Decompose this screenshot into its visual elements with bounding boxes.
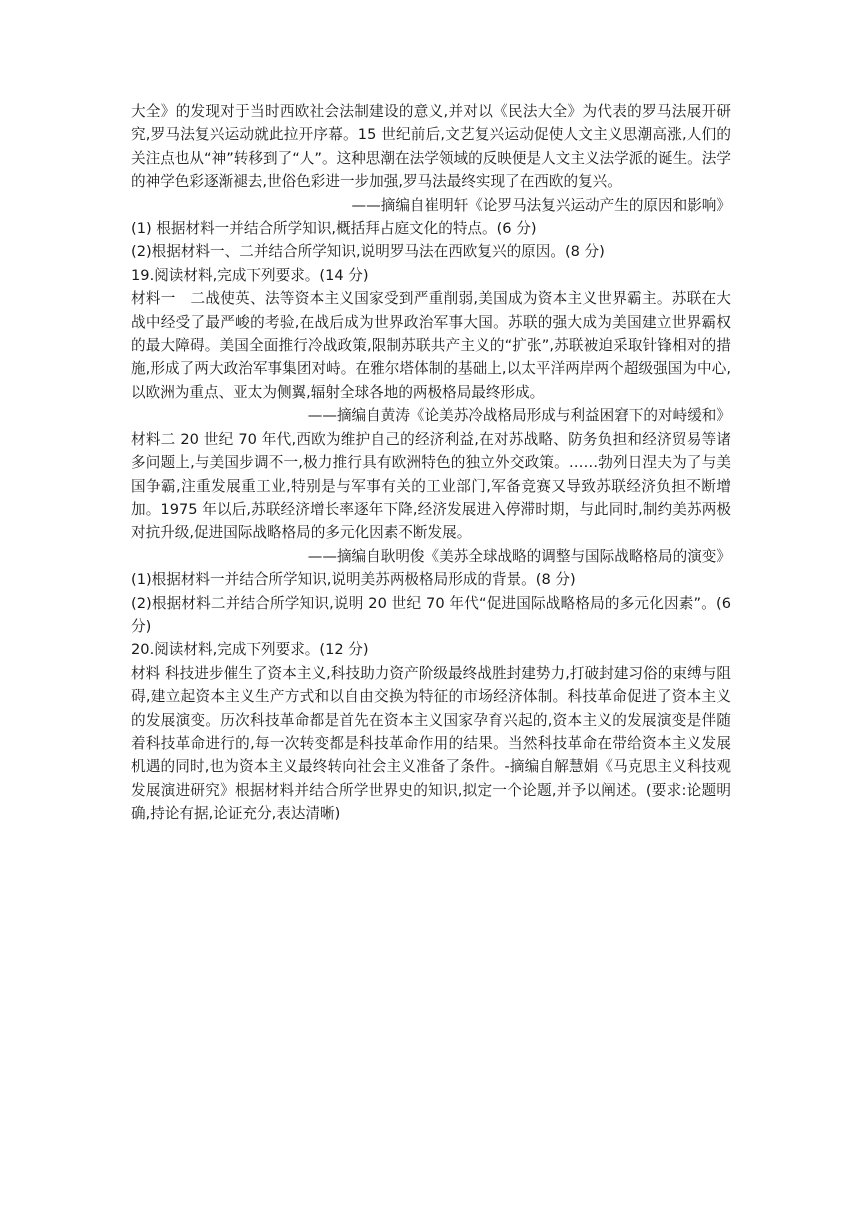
q18-question-2: (2)根据材料一、二并结合所学知识,说明罗马法在西欧复兴的原因。(8 分) [131,243,605,261]
q19-question-2: (2)根据材料二并结合所学知识,说明 20 世纪 70 年代“促进国际战略格局的多元化因素”。(6 分) [131,594,731,635]
q19-material-1: 材料一 二战使英、法等资本主义国家受到严重削弱,美国成为资本主义世界霸主。苏联在大战中经受了最严峻的考验,在战后成为世界政治军事大国。苏联的强大成为美国建立世界霸权的最大障碍。美国全面推行冷战政策,限制苏联共产主义的“扩张”,苏联被迫采取针锋相对的措施,形成了两大政治军事集团对峙。在雅尔塔体制的基础上,以太平洋两岸两个超级强国为中心,以欧洲为重点、亚太为侧翼,辐射全球各地的两极格局最终形成。 [131,290,731,401]
document-body [131,100,731,826]
q19-heading: 19.阅读材料,完成下列要求。(14 分) [131,266,369,284]
q20-heading: 20.阅读材料,完成下列要求。(12 分) [131,641,369,659]
q19-question-1: (1)根据材料一并结合所学知识,说明美苏两极格局形成的背景。(8 分) [131,571,576,589]
q19-material-2: 材料二 20 世纪 70 年代,西欧为维护自己的经济利益,在对苏战略、防务负担和经济贸易等诸多问题上,与美国步调不一,极力推行具有欧洲特色的独立外交政策。……勃列日涅夫为了与美国争霸,注重发展重工业,特别是与军事有关的工业部门,军备竞赛又导致苏联经济负担不断增加。1975 年以后,苏联经济增长率逐年下降,经济发展进入停滞时期，与此同时,制约美苏两极对抗升级,促进国际战略格局的多元化因素不断发展。 [131,430,731,542]
q19-material-1-source: ——摘编自黄涛《论美苏冷战格局形成与利益困窘下的对峙缓和》 [307,407,731,425]
q18-material-paragraph: 大全》的发现对于当时西欧社会法制建设的意义,并对以《民法大全》为代表的罗马法展开研究,罗马法复兴运动就此拉开序幕。15 世纪前后,文艺复兴运动促使人文主义思潮高涨,人们的关注点也从“神”转移到了“人”。这种思潮在法学领域的反映便是人文主义法学派的诞生。法学的神学色彩逐渐褪去,世俗色彩进一步加强,罗马法最终实现了在西欧的复兴。 [131,103,731,191]
q18-source-citation: ——摘编自崔明轩《论罗马法复兴运动产生的原因和影响》 [351,196,731,214]
q18-question-1: (1) 根据材料一并结合所学知识,概括拜占庭文化的特点。(6 分) [131,220,537,238]
q19-material-2-source: ——摘编自耿明俊《美苏全球战略的调整与国际战略格局的演变》 [307,547,731,565]
q20-material: 材料 科技进步催生了资本主义,科技助力资产阶级最终战胜封建势力,打破封建习俗的束缚与阻碍,建立起资本主义生产方式和以自由交换为特征的市场经济体制。科技革命促进了资本主义的发展演变。历次科技革命都是首先在资本主义国家孕育兴起的,资本主义的发展演变是伴随着科技革命进行的,每一次转变都是科技革命作用的结果。当然科技革命在带给资本主义发展机遇的同时,也为资本主义最终转向社会主义准备了条件。-摘编自解慧娟《马克思主义科技观发展演进研究》根据材料并结合所学世界史的知识,拟定一个论题,并予以阐述。(要求:论题明确,持论有据,论证充分,表达清晰) [131,664,731,823]
